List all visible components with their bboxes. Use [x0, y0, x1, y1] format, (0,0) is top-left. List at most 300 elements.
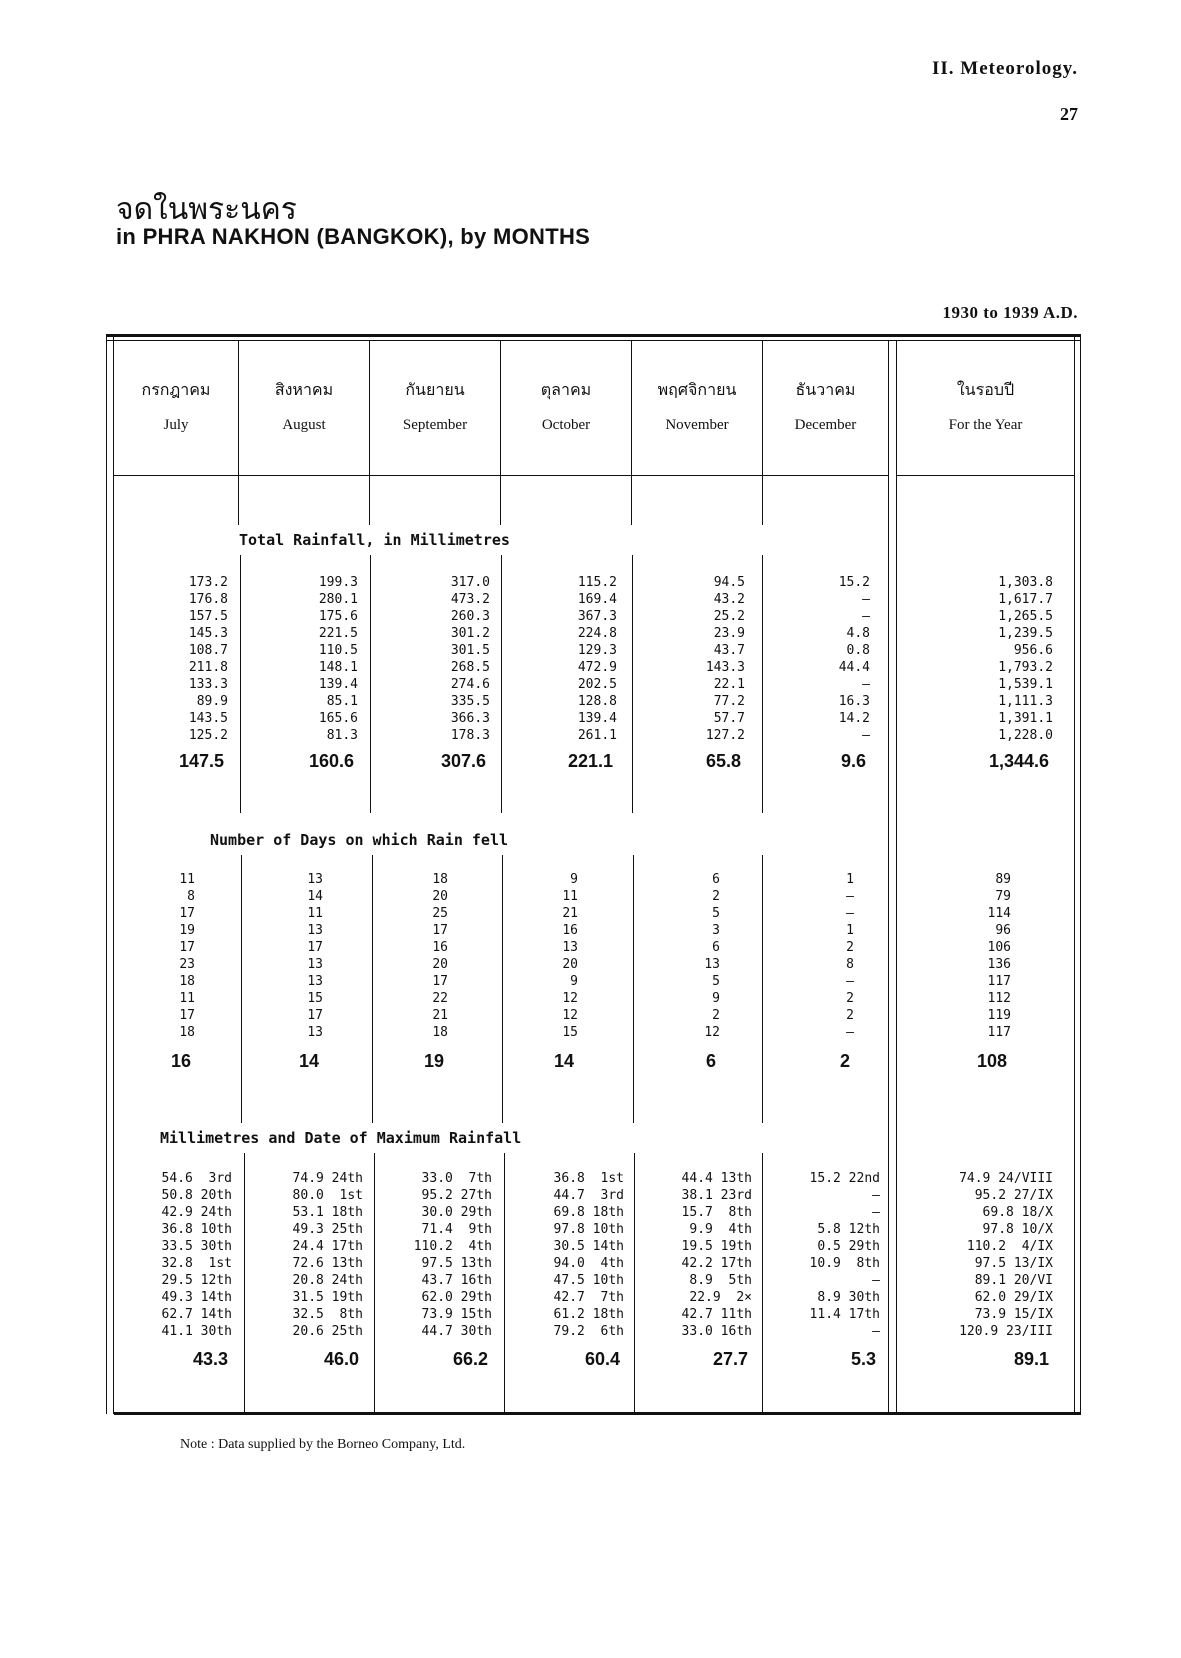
table-cell: 13: [704, 957, 720, 972]
data-column-september: [432, 871, 448, 1041]
average-value-september: 19: [423, 1051, 444, 1071]
table-bottom-rule: [114, 1412, 1081, 1415]
average-value-december: 9.6: [840, 751, 866, 771]
table-cell: 1,265.5: [998, 609, 1053, 624]
table-cell: 367.3: [577, 609, 617, 624]
data-column-october: [562, 871, 578, 1041]
table-cell: 97.8 10th: [553, 1222, 624, 1237]
table-cell: 50.8 20th: [161, 1188, 232, 1203]
data-column-september: [414, 1170, 492, 1340]
table-cell: 21: [562, 906, 578, 921]
table-cell: 25.2: [713, 609, 745, 624]
average-value-november: 27.7: [712, 1349, 748, 1369]
column-header-thai: กรกฎาคม: [141, 380, 211, 399]
data-column-september: [451, 574, 490, 744]
table-cell: 274.6: [450, 677, 490, 692]
footnote: Note : Data supplied by the Borneo Company, Ltd.: [180, 1437, 466, 1452]
table-cell: 110.5: [318, 643, 358, 658]
column-header-november: [632, 378, 762, 434]
section-title-max-rainfall: Millimetres and Date of Maximum Rainfall: [160, 1129, 522, 1147]
column-divider: [634, 1153, 635, 1412]
table-cell: 8: [187, 889, 195, 904]
table-cell: 32.8 1st: [161, 1256, 232, 1271]
table-cell: 115.2: [577, 575, 617, 590]
table-cell: 79: [995, 889, 1011, 904]
table-cell: 1,617.7: [998, 592, 1053, 607]
table-cell: —: [846, 1025, 854, 1040]
table-cell: 129.3: [577, 643, 617, 658]
table-cell: 14: [307, 889, 323, 904]
table-cell: 136: [987, 957, 1011, 972]
table-cell: 280.1: [318, 592, 358, 607]
table-cell: 69.8 18/X: [982, 1205, 1053, 1220]
table-cell: 74.9 24/VIII: [959, 1171, 1053, 1186]
column-header-thai: ตุลาคม: [540, 380, 592, 399]
table-cell: 13: [307, 923, 323, 938]
table-cell: 1,239.5: [998, 626, 1053, 641]
average-value-year: 108: [976, 1051, 1007, 1071]
table-cell: 301.5: [450, 643, 490, 658]
table-cell: 148.1: [318, 660, 358, 675]
table-cell: 73.9 15/IX: [974, 1307, 1053, 1322]
table-cell: 2: [846, 991, 854, 1006]
average-value-august: 14: [298, 1051, 319, 1071]
table-cell: 13: [562, 940, 578, 955]
table-cell: 117: [987, 1025, 1011, 1040]
table-cell: 44.7 30th: [421, 1324, 492, 1339]
table-cell: 42.9 24th: [161, 1205, 232, 1220]
period-label: 1930 to 1939 A.D.: [942, 303, 1078, 322]
table-cell: 42.7 11th: [681, 1307, 752, 1322]
table-cell: 42.7 7th: [553, 1290, 624, 1305]
table-cell: 62.0 29th: [421, 1290, 492, 1305]
table-cell: 2: [846, 940, 854, 955]
table-cell: 15.7 8th: [681, 1205, 752, 1220]
table-cell: 1,539.1: [998, 677, 1053, 692]
average-value-december: 5.3: [850, 1349, 876, 1369]
table-cell: 13: [307, 974, 323, 989]
table-cell: 11: [562, 889, 578, 904]
column-divider: [632, 555, 633, 813]
table-cell: 114: [987, 906, 1011, 921]
column-divider: [370, 555, 371, 813]
table-cell: 125.2: [188, 728, 228, 743]
table-border-right-inner: [1074, 337, 1075, 1414]
column-divider: [244, 1153, 245, 1412]
column-header-thai: พฤศจิกายน: [657, 380, 737, 399]
table-cell: 16: [562, 923, 578, 938]
table-cell: 8: [846, 957, 854, 972]
table-cell: 8.9 30th: [817, 1290, 880, 1305]
table-cell: —: [862, 728, 870, 743]
table-cell: 110.2 4th: [413, 1239, 492, 1254]
table-cell: 112: [987, 991, 1011, 1006]
table-cell: 261.1: [577, 728, 617, 743]
table-cell: 21: [432, 1008, 448, 1023]
table-cell: 32.5 8th: [292, 1307, 363, 1322]
data-column-november: [682, 1170, 752, 1340]
average-value-year: 89.1: [1013, 1349, 1049, 1369]
table-cell: 22.1: [713, 677, 745, 692]
table-cell: 33.0 16th: [681, 1324, 752, 1339]
data-column-august: [307, 871, 323, 1041]
table-cell: —: [862, 609, 870, 624]
table-cell: 12: [704, 1025, 720, 1040]
table-cell: 18: [432, 1025, 448, 1040]
table-cell: 47.5 10th: [553, 1273, 624, 1288]
table-cell: 1: [846, 923, 854, 938]
table-cell: 80.0 1st: [292, 1188, 363, 1203]
table-cell: 16.3: [838, 694, 870, 709]
column-header-september: [370, 378, 500, 434]
column-divider: [374, 1153, 375, 1412]
table-cell: 956.6: [1013, 643, 1053, 658]
table-cell: 17: [432, 923, 448, 938]
table-cell: 157.5: [188, 609, 228, 624]
table-cell: 49.3 14th: [161, 1290, 232, 1305]
column-header-thai: ในรอบปี: [956, 380, 1015, 399]
average-value-august: 160.6: [308, 751, 354, 771]
table-cell: 175.6: [318, 609, 358, 624]
page-title-thai: จดในพระนคร: [116, 192, 297, 227]
table-cell: 221.5: [318, 626, 358, 641]
table-cell: 49.3 25th: [292, 1222, 363, 1237]
average-value-november: 65.8: [705, 751, 741, 771]
table-cell: 62.0 29/IX: [974, 1290, 1053, 1305]
table-cell: 53.1 18th: [292, 1205, 363, 1220]
table-cell: 11.4 17th: [809, 1307, 880, 1322]
column-header-thai: สิงหาคม: [274, 380, 334, 399]
table-cell: 15.2: [838, 575, 870, 590]
header-separator-year: [896, 475, 1074, 476]
table-cell: 44.4: [838, 660, 870, 675]
year-column-border-inner: [896, 341, 897, 1412]
table-cell: 74.9 24th: [292, 1171, 363, 1186]
column-header-label: July: [163, 417, 189, 433]
column-header-july: [114, 378, 238, 434]
column-divider: [240, 555, 241, 813]
page-number: 27: [1060, 104, 1078, 124]
average-value-october: 221.1: [567, 751, 613, 771]
column-header-december: [763, 378, 888, 434]
table-cell: 268.5: [450, 660, 490, 675]
table-cell: 24.4 17th: [292, 1239, 363, 1254]
table-cell: 8.9 5th: [689, 1273, 752, 1288]
table-cell: 133.3: [188, 677, 228, 692]
column-header-label: October: [541, 417, 591, 433]
table-cell: 2: [846, 1008, 854, 1023]
table-cell: 1: [846, 872, 854, 887]
table-cell: 317.0: [450, 575, 490, 590]
table-cell: 25: [432, 906, 448, 921]
table-cell: 62.7 14th: [161, 1307, 232, 1322]
table-cell: 335.5: [450, 694, 490, 709]
table-cell: 17: [432, 974, 448, 989]
table-cell: 145.3: [188, 626, 228, 641]
table-cell: 85.1: [326, 694, 358, 709]
table-cell: 96: [995, 923, 1011, 938]
table-cell: 30.5 14th: [553, 1239, 624, 1254]
table-cell: 128.8: [577, 694, 617, 709]
table-cell: 43.7: [713, 643, 745, 658]
table-cell: 6: [712, 940, 720, 955]
data-column-december: [839, 574, 870, 744]
table-cell: 4.8: [846, 626, 870, 641]
table-cell: 13: [307, 957, 323, 972]
table-cell: 89.9: [196, 694, 228, 709]
data-column-november: [706, 574, 745, 744]
data-column-december: [810, 1170, 880, 1340]
table-cell: 17: [307, 940, 323, 955]
table-cell: 13: [307, 1025, 323, 1040]
data-column-year: [998, 574, 1053, 744]
average-value-november: 6: [705, 1051, 716, 1071]
table-cell: 18: [179, 974, 195, 989]
table-cell: 139.4: [577, 711, 617, 726]
table-cell: 54.6 3rd: [161, 1171, 232, 1186]
average-value-july: 16: [170, 1051, 191, 1071]
page-title: in PHRA NAKHON (BANGKOK), by MONTHS: [116, 224, 591, 249]
table-cell: 1,391.1: [998, 711, 1053, 726]
table-cell: 127.2: [705, 728, 745, 743]
table-cell: 6: [712, 872, 720, 887]
section-heading: II. Meteorology.: [932, 58, 1078, 79]
table-cell: 31.5 19th: [292, 1290, 363, 1305]
table-cell: 42.2 17th: [681, 1256, 752, 1271]
table-cell: 473.2: [450, 592, 490, 607]
table-cell: 173.2: [188, 575, 228, 590]
table-cell: 211.8: [188, 660, 228, 675]
table-cell: 199.3: [318, 575, 358, 590]
data-column-july: [189, 574, 228, 744]
data-column-year: [959, 1170, 1053, 1340]
table-cell: —: [846, 974, 854, 989]
table-cell: 10.9 8th: [809, 1256, 880, 1271]
table-cell: 2: [712, 1008, 720, 1023]
table-cell: 12: [562, 991, 578, 1006]
table-border-left-inner: [113, 337, 114, 1414]
table-cell: 29.5 12th: [161, 1273, 232, 1288]
table-cell: 260.3: [450, 609, 490, 624]
data-column-august: [293, 1170, 363, 1340]
section-title-total-rainfall: Total Rainfall, in Millimetres: [239, 531, 510, 549]
table-cell: 94.0 4th: [553, 1256, 624, 1271]
table-cell: 13: [307, 872, 323, 887]
table-cell: 33.5 30th: [161, 1239, 232, 1254]
table-cell: 36.8 1st: [553, 1171, 624, 1186]
table-cell: 1,303.8: [998, 575, 1053, 590]
table-cell: 119: [987, 1008, 1011, 1023]
average-value-july: 43.3: [192, 1349, 228, 1369]
table-cell: 224.8: [577, 626, 617, 641]
table-cell: 33.0 7th: [421, 1171, 492, 1186]
table-cell: 44.4 13th: [681, 1171, 752, 1186]
data-column-october: [578, 574, 617, 744]
table-cell: 43.2: [713, 592, 745, 607]
table-cell: 110.2 4/IX: [966, 1239, 1053, 1254]
table-cell: 81.3: [326, 728, 358, 743]
table-cell: 139.4: [318, 677, 358, 692]
average-value-september: 66.2: [452, 1349, 488, 1369]
table-cell: 1,228.0: [998, 728, 1053, 743]
table-cell: —: [846, 906, 854, 921]
table-cell: 20.8 24th: [292, 1273, 363, 1288]
table-cell: 94.5: [713, 575, 745, 590]
table-cell: 71.4 9th: [421, 1222, 492, 1237]
table-cell: —: [862, 677, 870, 692]
table-cell: —: [872, 1324, 880, 1339]
table-cell: 20: [562, 957, 578, 972]
table-cell: 36.8 10th: [161, 1222, 232, 1237]
table-cell: 97.5 13th: [421, 1256, 492, 1271]
column-header-label: August: [282, 417, 326, 433]
data-column-year: [988, 871, 1011, 1041]
table-cell: 95.2 27/IX: [974, 1188, 1053, 1203]
table-cell: —: [872, 1273, 880, 1288]
table-cell: 97.8 10/X: [982, 1222, 1053, 1237]
table-cell: 22: [432, 991, 448, 1006]
table-cell: 0.8: [846, 643, 870, 658]
table-cell: 19.5 19th: [681, 1239, 752, 1254]
column-divider: [504, 1153, 505, 1412]
table-cell: 178.3: [450, 728, 490, 743]
table-cell: 19: [179, 923, 195, 938]
column-divider: [241, 855, 242, 1123]
table-cell: 69.8 18th: [553, 1205, 624, 1220]
table-cell: 106: [987, 940, 1011, 955]
table-cell: 9: [570, 872, 578, 887]
table-cell: 17: [179, 1008, 195, 1023]
column-header-year: [897, 378, 1074, 434]
average-value-july: 147.5: [178, 751, 224, 771]
table-cell: 20.6 25th: [292, 1324, 363, 1339]
data-column-july: [162, 1170, 232, 1340]
table-cell: 366.3: [450, 711, 490, 726]
table-cell: 30.0 29th: [421, 1205, 492, 1220]
table-cell: 165.6: [318, 711, 358, 726]
table-cell: 11: [307, 906, 323, 921]
table-cell: 176.8: [188, 592, 228, 607]
column-header-label: November: [665, 417, 729, 433]
table-cell: 61.2 18th: [553, 1307, 624, 1322]
data-column-december: [846, 871, 854, 1041]
table-cell: 1,793.2: [998, 660, 1053, 675]
table-cell: 57.7: [713, 711, 745, 726]
table-cell: —: [872, 1188, 880, 1203]
table-border-left: [106, 337, 107, 1414]
table-cell: 5: [712, 906, 720, 921]
column-header-thai: ธันวาคม: [795, 380, 856, 399]
table-cell: 143.5: [188, 711, 228, 726]
table-border-right: [1080, 337, 1081, 1414]
table-cell: 23: [179, 957, 195, 972]
table-cell: 73.9 15th: [421, 1307, 492, 1322]
table-cell: 12: [562, 1008, 578, 1023]
table-cell: 11: [179, 991, 195, 1006]
table-cell: 22.9 2×: [689, 1290, 752, 1305]
table-cell: 23.9: [713, 626, 745, 641]
table-cell: 0.5 29th: [817, 1239, 880, 1254]
table-cell: 77.2: [713, 694, 745, 709]
table-cell: 15.2 22nd: [809, 1171, 880, 1186]
table-cell: 17: [179, 906, 195, 921]
data-column-october: [554, 1170, 624, 1340]
column-divider: [762, 555, 763, 813]
table-cell: 5: [712, 974, 720, 989]
table-cell: 18: [179, 1025, 195, 1040]
table-cell: 44.7 3rd: [553, 1188, 624, 1203]
column-header-label: December: [794, 417, 857, 433]
table-cell: 2: [712, 889, 720, 904]
section-title-rain-days: Number of Days on which Rain fell: [210, 831, 509, 849]
table-cell: 9: [712, 991, 720, 1006]
table-cell: 14.2: [838, 711, 870, 726]
table-cell: 89.1 20/VI: [974, 1273, 1053, 1288]
column-divider: [633, 855, 634, 1123]
table-cell: 117: [987, 974, 1011, 989]
table-cell: 9: [570, 974, 578, 989]
column-header-thai: กันยายน: [405, 380, 465, 399]
table-cell: 18: [432, 872, 448, 887]
table-cell: 17: [179, 940, 195, 955]
table-cell: —: [862, 592, 870, 607]
table-cell: 72.6 13th: [292, 1256, 363, 1271]
table-cell: 97.5 13/IX: [974, 1256, 1053, 1271]
year-column-border: [888, 341, 889, 1412]
table-cell: 41.1 30th: [161, 1324, 232, 1339]
average-value-september: 307.6: [440, 751, 486, 771]
average-value-october: 60.4: [584, 1349, 620, 1369]
average-value-year: 1,344.6: [988, 751, 1049, 771]
column-header-label: September: [402, 417, 468, 433]
average-value-october: 14: [553, 1051, 574, 1071]
table-cell: 11: [179, 872, 195, 887]
table-cell: 472.9: [577, 660, 617, 675]
table-cell: 5.8 12th: [817, 1222, 880, 1237]
table-cell: 9.9 4th: [689, 1222, 752, 1237]
table-cell: 15: [307, 991, 323, 1006]
table-top-rule: [106, 334, 1081, 337]
data-column-november: [704, 871, 720, 1041]
table-cell: 301.2: [450, 626, 490, 641]
table-cell: 120.9 23/III: [959, 1324, 1053, 1339]
table-cell: 17: [307, 1008, 323, 1023]
data-column-august: [319, 574, 358, 744]
table-cell: 16: [432, 940, 448, 955]
column-header-label: For the Year: [948, 417, 1023, 433]
average-value-december: 2: [839, 1051, 850, 1071]
table-cell: 43.7 16th: [421, 1273, 492, 1288]
data-column-july: [179, 871, 195, 1041]
table-cell: 20: [432, 957, 448, 972]
table-cell: 143.3: [705, 660, 745, 675]
table-cell: 3: [712, 923, 720, 938]
column-divider: [372, 855, 373, 1123]
table-cell: 95.2 27th: [421, 1188, 492, 1203]
table-cell: —: [872, 1205, 880, 1220]
table-cell: 108.7: [188, 643, 228, 658]
column-divider: [762, 1153, 763, 1412]
average-value-august: 46.0: [323, 1349, 359, 1369]
column-divider: [501, 555, 502, 813]
column-divider: [762, 855, 763, 1123]
table-cell: 202.5: [577, 677, 617, 692]
table-top-rule-thin: [106, 340, 1081, 341]
table-cell: 89: [995, 872, 1011, 887]
table-cell: 1,111.3: [998, 694, 1053, 709]
table-cell: 15: [562, 1025, 578, 1040]
column-divider: [502, 855, 503, 1123]
